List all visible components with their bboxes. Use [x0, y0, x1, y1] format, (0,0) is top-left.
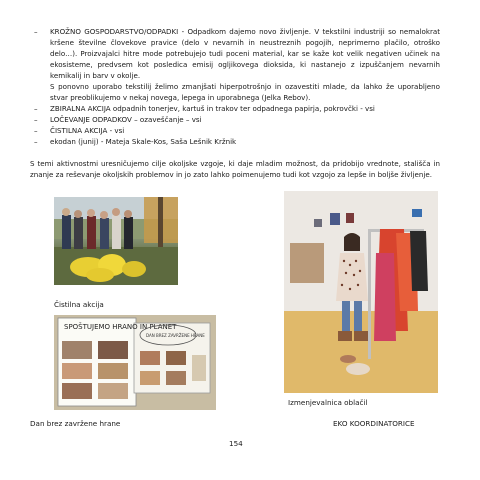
closing-paragraph: S temi aktivnostmi uresničujemo cilje okoljske vzgoje, ki daje mladim možnost, da pridobijo vrednote, stališča in znanje za reševanje okoljskih problemov in jo zato lahko poimenujemo tudi kot vzgojo za lepše in boljše življenje. [30, 159, 440, 179]
paragraph-collection: ZBIRALNA AKCIJA odpadnih tonerjev, kartuš in trakov ter odpadnega papirja, pokrovčki - vsi [50, 104, 375, 113]
clothes-swap-scene [284, 191, 438, 393]
list-dash: – [34, 27, 38, 36]
list-item-circular-economy [30, 26, 440, 103]
food-poster-scene [54, 315, 216, 410]
list-dash: – [34, 115, 38, 124]
cleanup-caption: Čistilna akcija [54, 300, 104, 309]
list-dash: – [34, 104, 38, 113]
cleanup-photo [54, 197, 178, 285]
clothes-swap-photo [284, 191, 438, 393]
paragraph-cleanup: ČISTILNA AKCIJA - vsi [50, 126, 125, 135]
list-item-ecoday [30, 136, 440, 147]
food-poster-caption: Dan brez zavržene hrane [30, 419, 121, 428]
food-poster-photo [54, 315, 216, 410]
page-number: 154 [229, 439, 243, 448]
list-dash: – [34, 126, 38, 135]
clothes-swap-caption: Izmenjevalnica oblačil [288, 398, 368, 407]
list-item-sorting [30, 114, 440, 125]
signature: EKO KOORDINATORICE [333, 419, 415, 428]
paragraph-sorting: LOČEVANJE ODPADKOV – ozaveščanje – vsi [50, 115, 202, 124]
paragraph-circular-economy: KROŽNO GOSPODARSTVO/ODPADKI - Odpadkom dajemo novo življenje. V tekstilni industriji so nemalokrat kršene številne človekove pravice (delo v nevarnih in neustreznih pogojih, neprimerno plačilo, otroško delo…). Proizvajalci hitre mode potrebujejo tudi poceni material, kar se kaže kot velik negativen učinek na ekosisteme, predvsem kot posledica emisij ogljikovega dioksida, ki nastanejo z izpuščanjem nevarnih kemikalij in barv v okolje. [50, 27, 440, 80]
cleanup-photo-scene [54, 197, 178, 285]
poster-left-heading-line1: SPOŠTUJEMO HRANO IN PLANET [64, 323, 177, 331]
list-item-cleanup [30, 125, 440, 136]
poster-right-heading: DAN BREZ ZAVRŽENE HRANE [146, 333, 205, 338]
paragraph-textile-reuse: S ponovno uporabo tekstilij želimo zmanjšati hiperpotrošnjo in ozavestiti mlade, da lahko že uporabljeno stvar preoblikujemo v nekaj novega, lepega in uporabnega (Jelka Rebov). [50, 82, 440, 102]
list-dash: – [34, 137, 38, 146]
activity-list [30, 26, 440, 147]
paragraph-ecoday: ekodan (junij) - Mateja Skale-Kos, Saša Lešnik Kržnik [50, 137, 237, 146]
list-item-collection [30, 103, 440, 114]
